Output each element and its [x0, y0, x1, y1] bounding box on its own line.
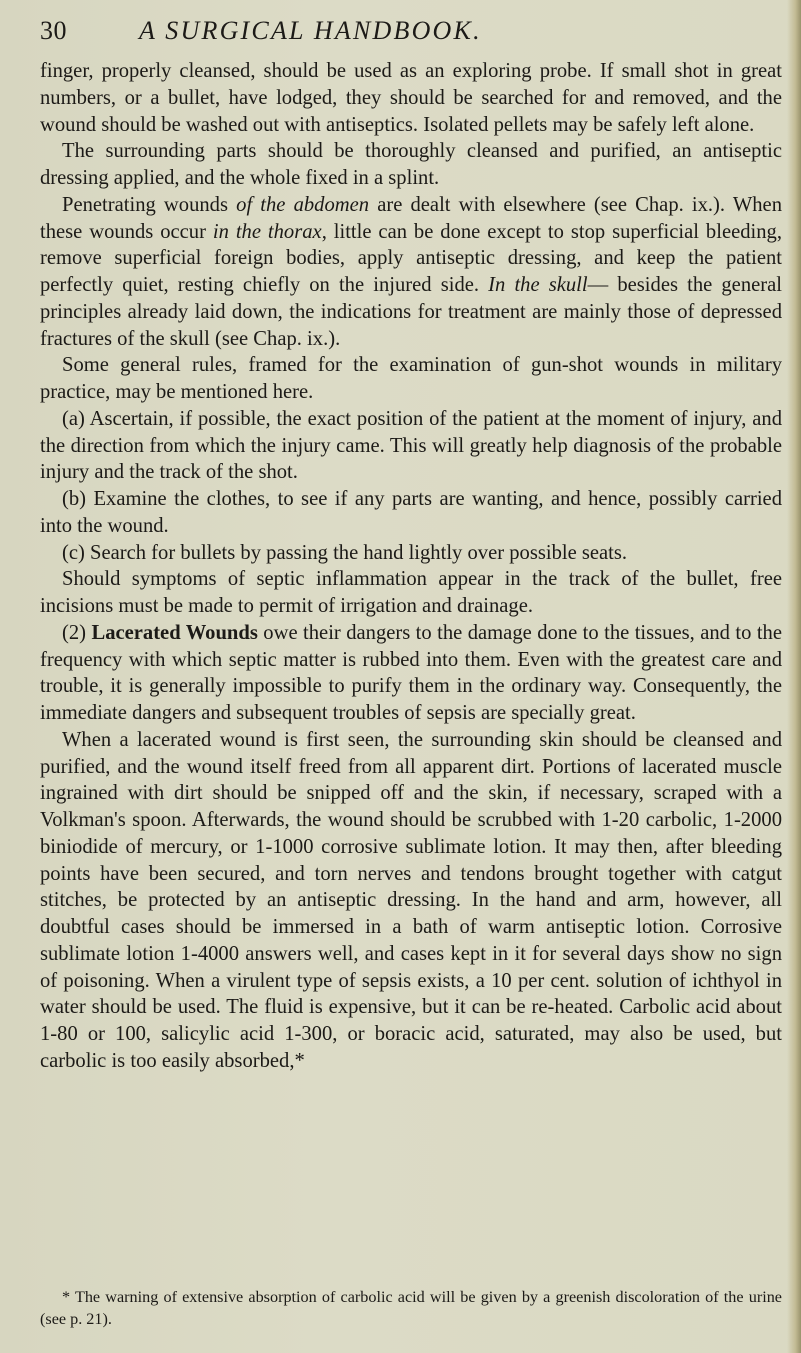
page-number: 30	[40, 16, 67, 45]
page-body	[40, 58, 782, 1075]
paragraph-1: finger, properly cleansed, should be used as an exploring probe. If small shot in great numbers, or a bullet, have lodged, they should be searched for and removed, and the wound should be washed out with antiseptics. Isolated pellets may be safely left alone.	[40, 60, 782, 136]
paragraph-3	[40, 192, 782, 353]
page-edge-shadow	[787, 0, 801, 1353]
paragraph-5	[40, 406, 782, 486]
p7-text: Search for bullets by passing the hand lightly over possible seats.	[84, 541, 628, 564]
p6-label: (b)	[62, 488, 87, 510]
p5-label: (a)	[62, 407, 85, 430]
p3-text-g: — besides the general principles already laid down, the indications for treatment are mainly those of depressed fractures of the skull (see Chap. ix.).	[40, 274, 782, 350]
p5-text: Ascertain, if possible, the exact position of the patient at the moment of injury, and the direction from which the injury came. This will greatly help diagnosis of the probable injury and the track of the shot.	[40, 407, 782, 484]
p9-text: owe their dangers to the damage done to the tissues, and to the frequency with which septic matter is rubbed into them. Even with the greatest care and trouble, it is generally impossible to purify them in the ordinary way. Consequently, the immediate dangers and subsequent troubles of sepsis are specially great.	[40, 621, 782, 724]
paragraph-4: Some general rules, framed for the examination of gun-shot wounds in military practice, may be mentioned here.	[40, 354, 782, 403]
paragraph-8: Should symptoms of septic inflammation appear in the track of the bullet, free incisions must be made to permit of irrigation and drainage.	[40, 568, 782, 617]
footnote-text: * The warning of extensive absorption of carbolic acid will be given by a greenish discoloration of the urine (see p. 21).	[40, 1288, 782, 1328]
p3-italic-skull: In the skull	[488, 274, 588, 296]
p3-text-a: Penetrating wounds	[62, 193, 237, 216]
paragraph-2: The surrounding parts should be thoroughly cleansed and purified, an antiseptic dressing applied, and the whole fixed in a splint.	[40, 140, 782, 189]
p9-heading: Lacerated Wounds	[91, 621, 258, 644]
p7-label: (c)	[62, 541, 85, 564]
paragraph-9	[40, 620, 782, 727]
page-header	[40, 14, 780, 52]
p3-text-c: are dealt with elsewhere (see Chap. ix.). When these wounds occur	[40, 193, 782, 243]
paragraph-10: When a lacerated wound is first seen, the surrounding skin should be cleansed and purified, and the wound itself freed from all apparent dirt. Portions of lacerated muscle ingrained with dirt should be snipped off and the skin, if necessary, scraped with a Volkman's spoon. Afterwards, the wound should be scrubbed with 1-20 carbolic, 1-2000 biniodide of mercury, or 1-1000 corrosive sublimate lotion. It may then, after bleeding points have been secured, and torn nerves and tendons brought together with catgut stitches, be protected by an antiseptic dressing. In the hand and arm, however, all doubtful cases should be immersed in a bath of warm antiseptic lotion. Corrosive sublimate lotion 1-4000 answers well, and cases kept in it for several days show no sign of poisoning. When a virulent type of sepsis exists, a 10 per cent. solution of ichthyol in water should be used. The fluid is expensive, but it can be re-heated. Carbolic acid about 1-80 or 100, salicylic acid 1-300, or boracic acid, saturated, may also be used, but carbolic is too easily absorbed,*	[40, 728, 782, 1072]
paragraph-6	[40, 486, 782, 540]
p3-text-e: , little can be done except to stop superficial bleeding, remove superficial foreign bodies, apply antiseptic dressing, and keep the patient perfectly quiet, resting chiefly on the injured side.	[40, 220, 782, 296]
p9-number: (2)	[62, 621, 92, 644]
p3-italic-abdomen: of the abdomen	[236, 193, 370, 216]
footnote	[40, 1286, 782, 1330]
paragraph-7	[40, 540, 782, 567]
p6-text: Examine the clothes, to see if any parts are wanting, and hence, possibly carried into the wound.	[40, 488, 782, 537]
running-title: A SURGICAL HANDBOOK.	[139, 16, 482, 45]
p3-italic-thorax: in the thorax	[212, 220, 322, 243]
